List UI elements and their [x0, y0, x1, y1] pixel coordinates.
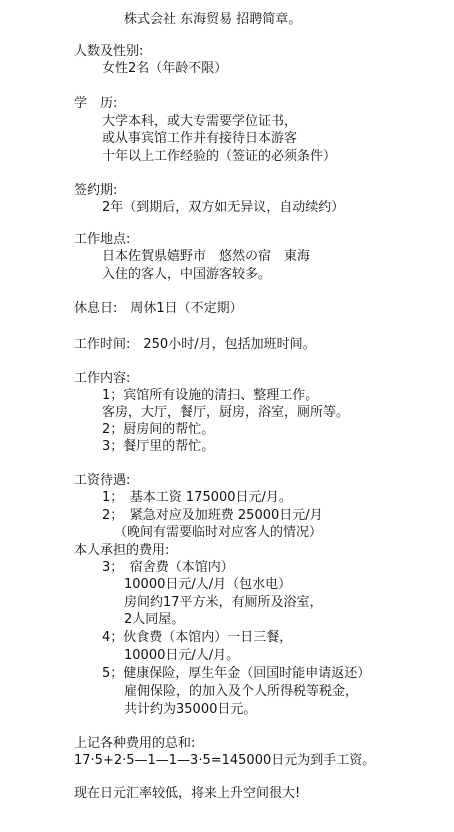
education-label: 学 历: [74, 96, 118, 111]
salary-line: 1； 基本工资 175000日元/月。 [102, 490, 292, 505]
location-label: 工作地点: [74, 232, 131, 247]
summary-label: 上记各种费用的总和: [74, 736, 196, 751]
summary-formula: 17·5+2·5—1—1—3·5=145000日元为到手工资。 [74, 753, 376, 768]
salary-line: （晚间有需要临时对应客人的情况） [114, 525, 323, 540]
hours-text: 工作时间: 250小时/月，包括加班时间。 [74, 337, 316, 352]
duties-line: 1；宾馆所有设施的清扫、整理工作。 [102, 388, 319, 403]
duties-label: 工作内容: [74, 371, 131, 386]
expenses-line: 雇佣保险，的加入及个人所得税等税金， [124, 684, 359, 699]
expenses-label: 本人承担的费用: [74, 543, 170, 558]
education-line: 或从事宾馆工作并有接待日本游客 [102, 131, 298, 146]
expenses-line: 2人同屋。 [124, 612, 185, 627]
location-line: 日本佐賀県嬉野市 悠然の宿 東海 [102, 249, 311, 264]
education-line: 十年以上工作经验的（签证的必须条件） [102, 149, 337, 164]
notice-title: 株式会社 东海贸易 招聘简章。 [124, 12, 302, 27]
expenses-line: 10000日元/人/月（包水电） [124, 577, 292, 592]
headcount-value: 女性2名（年龄不限） [102, 61, 228, 76]
duties-line: 2；厨房间的帮忙。 [102, 422, 215, 437]
expenses-line: 4；伙食费（本馆内）一日三餐， [102, 630, 293, 645]
closing-remark: 现在日元汇率较低，将来上升空间很大! [74, 786, 301, 801]
duties-line: 3；餐厅里的帮忙。 [102, 439, 215, 454]
expenses-line: 3； 宿舍费（本馆内） [102, 560, 234, 575]
contract-label: 签约期: [74, 183, 118, 198]
education-line: 大学本科，或大专需要学位证书， [102, 114, 298, 129]
salary-line: 2； 紧急对应及加班费 25000日元/月 [102, 508, 323, 523]
location-line: 入住的客人，中国游客较多。 [102, 267, 272, 282]
salary-label: 工资待遇: [74, 473, 131, 488]
headcount-label: 人数及性别: [74, 44, 144, 59]
contract-value: 2年（到期后，双方如无异议，自动续约） [102, 200, 345, 215]
expenses-line: 5；健康保险，厚生年金（回国时能申请返还） [102, 666, 371, 681]
expenses-line: 房间约17平方米，有厕所及浴室， [124, 595, 323, 610]
holiday-text: 休息日: 周休1日（不定期） [74, 301, 243, 316]
duties-line: 客房，大厅，餐厅，厨房，浴室，厕所等。 [102, 405, 350, 420]
expenses-line: 10000日元/人/月。 [124, 648, 240, 663]
expenses-line: 共计约为35000日元。 [124, 702, 257, 717]
